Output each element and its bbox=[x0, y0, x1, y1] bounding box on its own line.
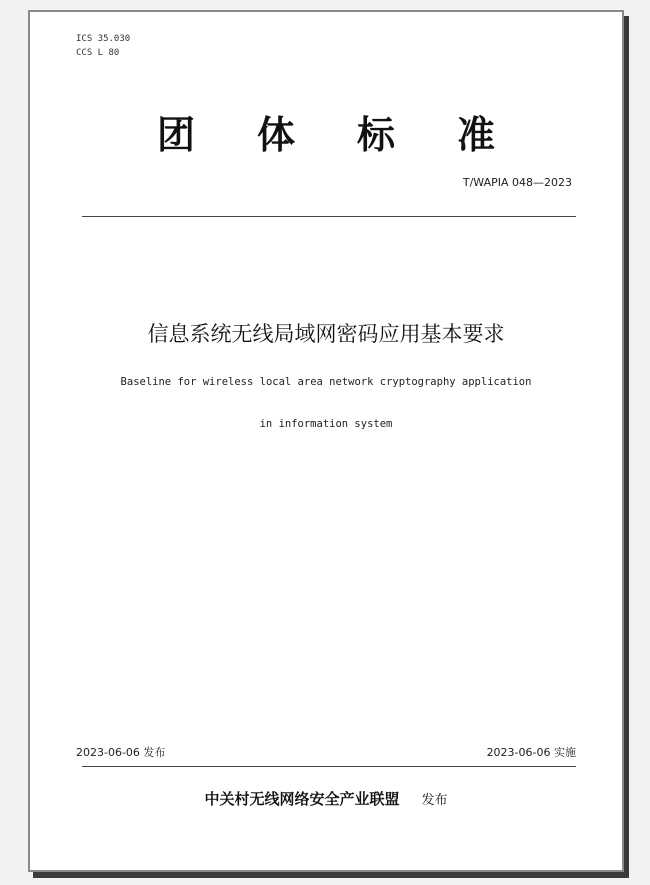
publisher-line bbox=[30, 788, 622, 809]
title-char: 体 bbox=[256, 113, 295, 157]
top-divider bbox=[82, 216, 576, 217]
standard-number: T/WAPIA 048—2023 bbox=[462, 176, 572, 189]
title-char: 标 bbox=[357, 113, 396, 157]
bottom-divider bbox=[82, 766, 576, 767]
document-title-cn: 信息系统无线局域网密码应用基本要求 bbox=[147, 322, 505, 346]
title-char: 团 bbox=[156, 113, 195, 157]
document-title-en-line2: in information system bbox=[259, 418, 393, 430]
standard-type-title bbox=[30, 104, 622, 159]
document-cover bbox=[28, 10, 624, 872]
document-title-en-line1: Baseline for wireless local area network cryptography application bbox=[120, 376, 532, 388]
implementation-date: 2023-06-06 实施 bbox=[486, 746, 576, 759]
ccs-code: CCS L 80 bbox=[76, 48, 120, 58]
ics-code: ICS 35.030 bbox=[76, 34, 131, 44]
release-date: 2023-06-06 发布 bbox=[76, 746, 166, 759]
classification-codes bbox=[76, 32, 130, 60]
title-char: 准 bbox=[457, 113, 496, 157]
publisher-name: 中关村无线网络安全产业联盟 bbox=[204, 790, 400, 808]
publisher-suffix: 发布 bbox=[421, 793, 448, 808]
